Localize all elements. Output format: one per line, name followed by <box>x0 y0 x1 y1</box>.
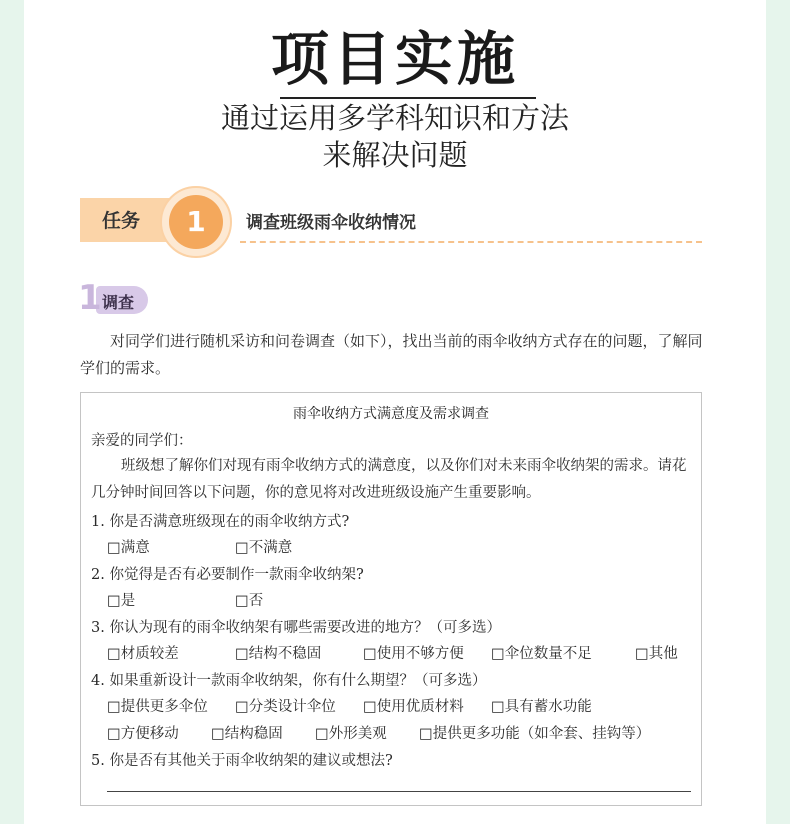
q3-option-capacity[interactable]: □伞位数量不足 <box>491 646 592 662</box>
q4-option-movable[interactable]: □方便移动 <box>107 726 179 742</box>
question-3: 3. 你认为现有的雨伞收纳架有哪些需要改进的地方？（可多选） <box>91 620 501 636</box>
page-title: 项目实施 <box>270 25 519 93</box>
page-subtitle <box>24 100 766 174</box>
q3-option-structure[interactable]: □结构不稳固 <box>235 646 322 662</box>
section-label: 调查 <box>102 293 135 312</box>
survey-paragraph: 班级想了解你们对现有雨伞收纳方式的满意度，以及你们对未来雨伞收纳架的需求。请花几分钟时间回答以下问题，你的意见将对改进班级设施产生重要影响。 <box>91 458 687 501</box>
page <box>24 0 766 824</box>
survey-box <box>80 392 702 806</box>
intro-paragraph: 对同学们进行随机采访和问卷调查（如下），找出当前的雨伞收纳方式存在的问题，了解同学们的需求。 <box>80 332 703 377</box>
survey-title: 雨伞收纳方式满意度及需求调查 <box>293 406 489 422</box>
q3-option-convenience[interactable]: □使用不够方便 <box>363 646 464 662</box>
q4-option-water-storage[interactable]: □具有蓄水功能 <box>491 699 592 715</box>
q4-option-appearance[interactable]: □外形美观 <box>315 726 387 742</box>
question-1: 1. 你是否满意班级现在的雨伞收纳方式? <box>91 514 350 530</box>
section-number: 1 <box>78 278 102 318</box>
q1-option-satisfied[interactable]: □满意 <box>107 540 150 556</box>
question-2: 2. 你觉得是否有必要制作一款雨伞收纳架? <box>91 567 364 583</box>
q3-option-material[interactable]: □材质较差 <box>107 646 179 662</box>
task-number-badge: 1 <box>169 195 223 249</box>
question-4: 4. 如果重新设计一款雨伞收纳架，你有什么期望？（可多选） <box>91 673 487 689</box>
title-underline <box>280 97 536 99</box>
task-divider <box>240 241 702 243</box>
subtitle-line-2: 来解决问题 <box>322 138 468 172</box>
answer-line[interactable] <box>107 791 691 792</box>
subtitle-line-1: 通过运用多学科知识和方法 <box>220 101 569 135</box>
task-label: 任务 <box>102 210 141 232</box>
q4-option-sorted-slots[interactable]: □分类设计伞位 <box>235 699 336 715</box>
q4-option-more-slots[interactable]: □提供更多伞位 <box>107 699 208 715</box>
q3-option-other[interactable]: □其他 <box>635 646 678 662</box>
q4-option-quality-material[interactable]: □使用优质材料 <box>363 699 464 715</box>
survey-greeting: 亲爱的同学们： <box>91 433 193 449</box>
q4-option-stable[interactable]: □结构稳固 <box>211 726 283 742</box>
q4-option-more-functions[interactable]: □提供更多功能（如伞套、挂钩等） <box>419 726 651 742</box>
question-5: 5. 你是否有其他关于雨伞收纳架的建议或想法? <box>91 753 393 769</box>
task-title: 调查班级雨伞收纳情况 <box>246 213 416 233</box>
q1-option-unsatisfied[interactable]: □不满意 <box>235 540 293 556</box>
q2-option-yes[interactable]: □是 <box>107 593 136 609</box>
q2-option-no[interactable]: □否 <box>235 593 264 609</box>
